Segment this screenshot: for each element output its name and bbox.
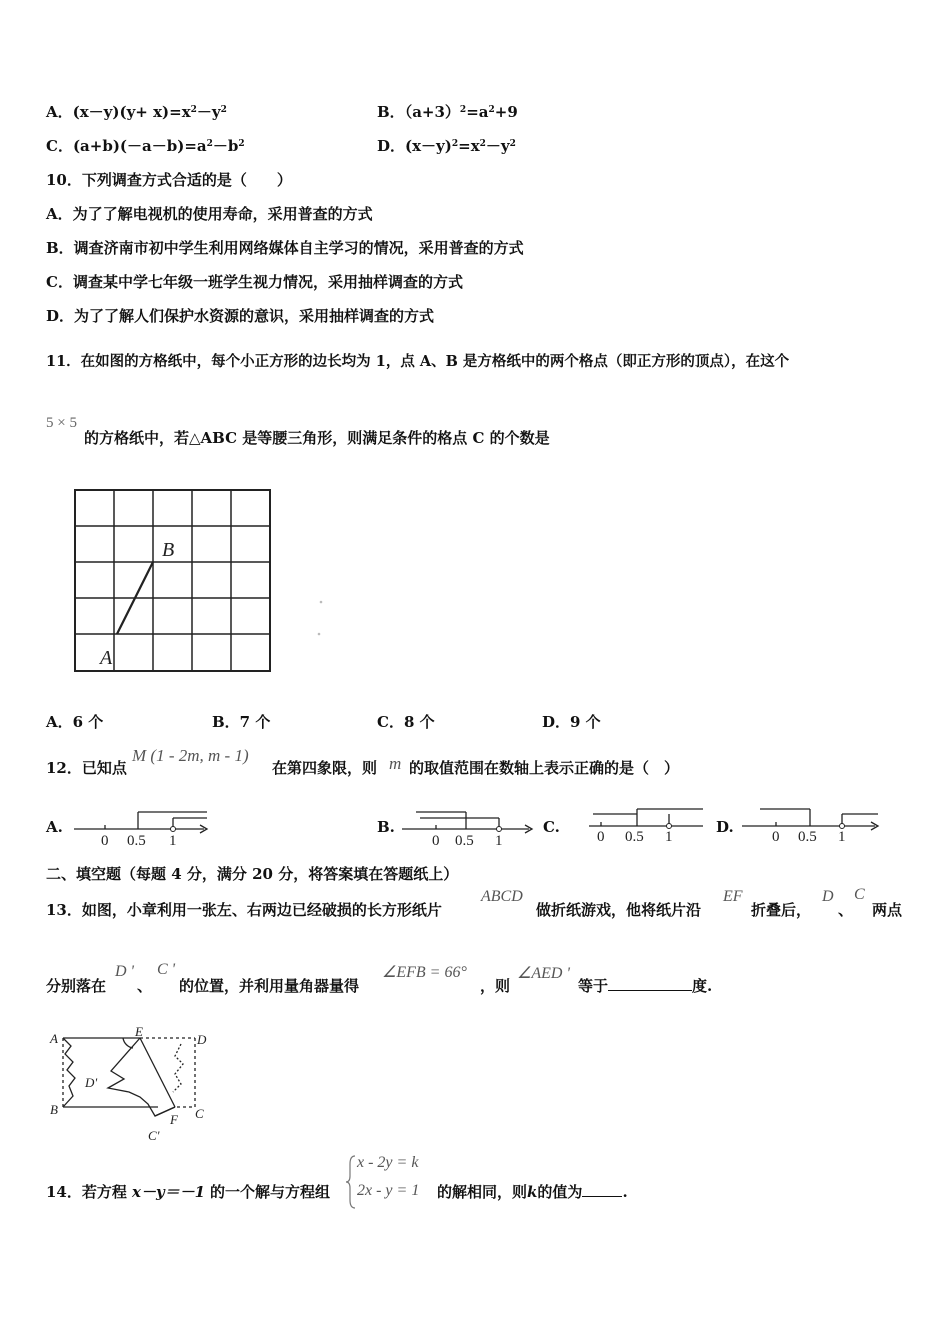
q13-line2-end2: 度. — [692, 977, 713, 995]
tick-0: 0 — [597, 829, 605, 844]
q11-grid-size: 5 × 5 — [46, 415, 77, 431]
fig-label-b: B — [50, 1102, 58, 1117]
tick-0-5: 0.5 — [798, 829, 817, 844]
q9-option-c-label: C． — [46, 137, 73, 155]
fig-label-a: A — [50, 1031, 58, 1046]
q14-period: . — [622, 1183, 628, 1201]
fig-label-f: F — [170, 1112, 178, 1127]
tick-1: 1 — [665, 829, 673, 844]
q12-numberline-c — [565, 802, 710, 844]
q13-stem-prefix: 13．如图，小章利用一张左、右两边已经破损的长方形纸片 — [46, 901, 442, 919]
tick-0-5: 0.5 — [127, 833, 146, 847]
q12-option-a-label: A. — [46, 818, 63, 836]
q12-stem-mid: 在第四象限，则 — [272, 759, 378, 777]
answer-blank[interactable] — [608, 976, 692, 991]
fig-label-d-prime: D' — [85, 1075, 98, 1090]
q13-stem-mid1: 做折纸游戏，他将纸片沿 — [536, 901, 702, 919]
section-title: 二、填空题（每题 4 分，满分 20 分，将答案填在答题纸上） — [46, 865, 459, 883]
q13-stem-end: 两点 — [872, 901, 903, 919]
q9-option-d-text: (x－y) — [405, 137, 452, 155]
tick-1: 1 — [838, 829, 846, 844]
q12-stem-prefix: 12．已知点 — [46, 759, 127, 777]
q9-option-b: B．$(a+3)^2=a^2+9$ — [377, 103, 518, 121]
q14-sys2: 2x - y = 1 — [357, 1182, 420, 1199]
tick-0: 0 — [101, 833, 109, 847]
q12-numberline-d — [738, 802, 883, 844]
fig-label-c-prime: C' — [148, 1128, 160, 1143]
q13-pt-c1: C ' — [157, 961, 176, 978]
q12-option-c-label: C. — [543, 818, 560, 836]
q11-option-c: C．8 个 — [377, 713, 435, 731]
q13-angle-ask: ∠AED ' — [517, 965, 570, 982]
q14-brace — [345, 1154, 357, 1210]
q12-stem-suffix: 的取值范围在数轴上表示正确的是（ ） — [409, 759, 680, 777]
q13-line2-prefix: 分别落在 — [46, 977, 107, 995]
q13-fold-line: EF — [723, 888, 743, 905]
q10-stem: 10．下列调查方式合适的是（ ） — [46, 171, 292, 189]
q12-point-expr: M (1 - 2m, m - 1) — [132, 746, 249, 765]
q12-option-d-label: D. — [716, 818, 734, 836]
tick-0-5: 0.5 — [455, 833, 474, 847]
q9-option-c: C．$(a+b)(-a-b)=a^2-b^2$ — [46, 137, 245, 155]
fig-label-c: C — [195, 1106, 204, 1121]
q13-fold-figure — [45, 1026, 220, 1146]
q11-option-b: B．7 个 — [212, 713, 271, 731]
q14-sys1: x - 2y = k — [357, 1154, 419, 1171]
fig-label-d: D — [197, 1032, 207, 1047]
q12-var-m: m — [389, 754, 402, 773]
q14-stem-prefix: 14．若方程 — [46, 1183, 127, 1201]
q9-option-b-label: B． — [377, 103, 405, 121]
q13-stem-mid2: 折叠后， — [751, 901, 812, 919]
q9-option-a-label: A． — [46, 103, 73, 121]
q9-option-d: D．$(x-y)^2=x^2-y^2$ — [377, 137, 516, 155]
q12-numberline-a — [70, 805, 215, 847]
q14-var-k: k — [527, 1183, 538, 1201]
tick-0: 0 — [432, 833, 440, 847]
q10-option-c: C．调查某中学七年级一班学生视力情况，采用抽样调查的方式 — [46, 273, 463, 291]
q13-sep2: 、 — [137, 977, 153, 995]
point-b-label: B — [162, 539, 175, 561]
q11-stem-line1: 11．在如图的方格纸中，每个小正方形的边长均为 1，点 A、B 是方格纸中的两个格点（即正方形的顶点），在这个 — [46, 353, 790, 370]
q10-option-d: D．为了了解人们保护水资源的意识，采用抽样调查的方式 — [46, 307, 435, 325]
q14-stem-end2: 的值为 — [537, 1183, 583, 1201]
q9-option-c-text: (a+b)(－a－b)=a — [72, 137, 207, 155]
q13-line2-then: ，则 — [480, 977, 511, 995]
q13-pt-c: C — [854, 886, 865, 903]
q12-option-b-label: B. — [377, 818, 395, 836]
q13-line2-end1: 等于 — [578, 977, 609, 995]
q13-rect: ABCD — [481, 888, 523, 905]
q9-option-a-text: (x－y)(y+ x)=x — [72, 103, 191, 121]
point-a-label: A — [100, 647, 113, 669]
q14-eq: x－y＝－1 — [132, 1183, 206, 1201]
tick-0-5: 0.5 — [625, 829, 644, 844]
q13-sep: 、 — [838, 901, 854, 919]
q10-option-b: B．调查济南市初中学生利用网络媒体自主学习的情况，采用普查的方式 — [46, 239, 524, 257]
q13-line2-end — [578, 976, 712, 996]
fig-label-e: E — [135, 1026, 143, 1039]
q11-grid-figure — [60, 480, 340, 680]
tick-1: 1 — [169, 833, 177, 847]
tick-1: 1 — [495, 833, 503, 847]
q9-option-b-text: （a+3） — [404, 103, 460, 121]
q13-line2-mid: 的位置，并利用量角器量得 — [179, 977, 360, 995]
q11-option-a: A．6 个 — [46, 713, 104, 731]
q14-stem-mid: 的一个解与方程组 — [210, 1183, 331, 1201]
q9-option-a: A．$(x-y)(y+ x)=x^2-y^2$ — [46, 103, 227, 121]
answer-blank[interactable] — [582, 1182, 622, 1197]
q13-pt-d1: D ' — [115, 963, 134, 980]
q10-option-a: A．为了了解电视机的使用寿命，采用普查的方式 — [46, 205, 373, 223]
q11-stem-line2: 的方格纸中，若△ABC 是等腰三角形，则满足条件的格点 C 的个数是 — [84, 429, 550, 447]
q14-stem-end1: 的解相同，则 — [437, 1183, 528, 1201]
q11-option-d: D．9 个 — [542, 713, 601, 731]
q12-numberline-b — [398, 805, 540, 847]
q13-angle-given: ∠EFB = 66° — [382, 964, 467, 981]
tick-0: 0 — [772, 829, 780, 844]
q14-tail — [437, 1182, 628, 1202]
q13-pt-d: D — [822, 888, 834, 905]
q9-option-d-label: D． — [377, 137, 406, 155]
